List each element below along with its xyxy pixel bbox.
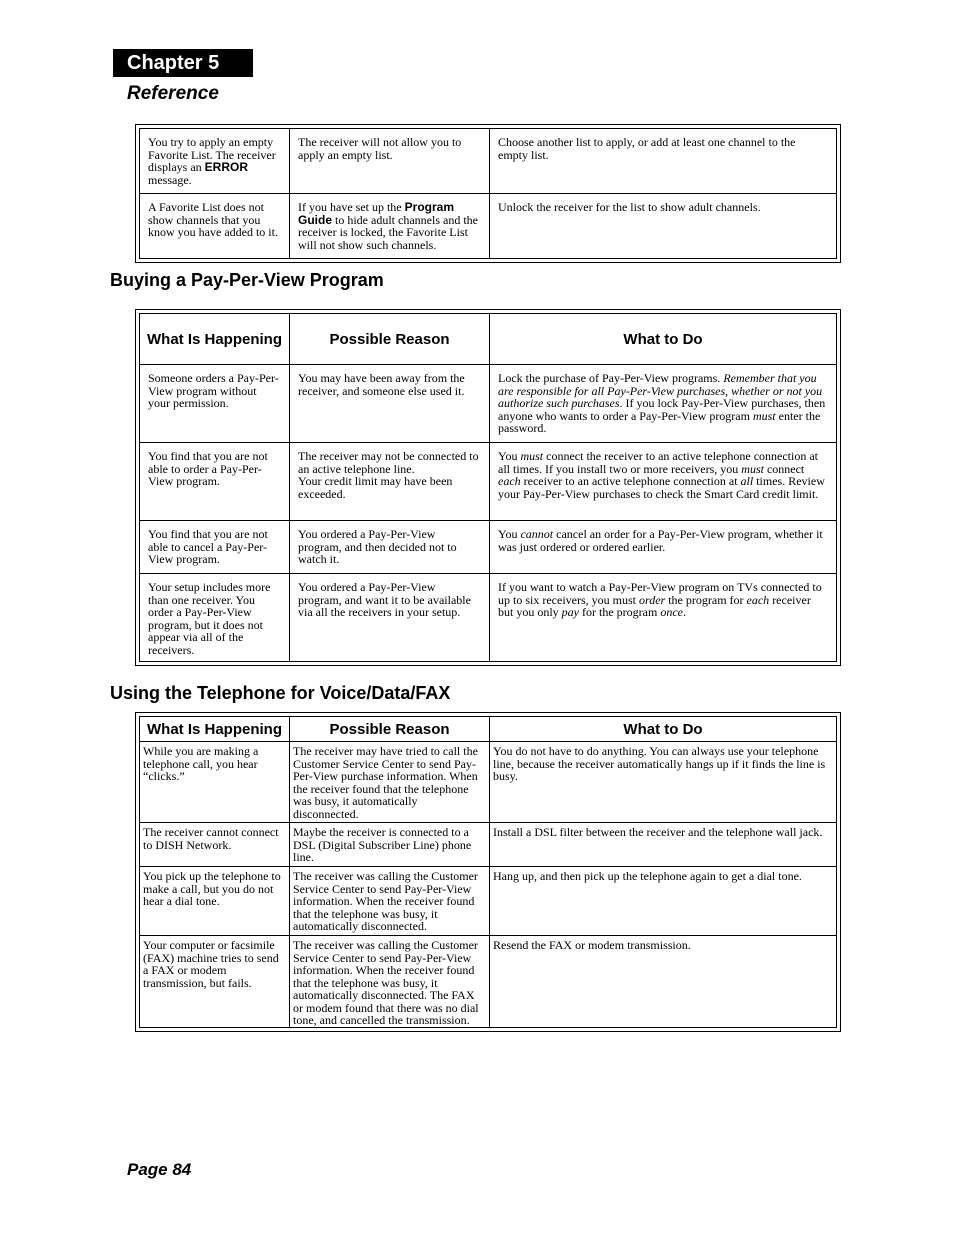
table-row [140,521,837,574]
todo-italic: pay [561,605,579,619]
chapter-subtitle: Reference [127,83,219,104]
todo-italic: cannot [520,527,554,541]
todo-text: the program for [665,592,747,607]
reason-text: Your credit limit may have been exceeded. [298,474,453,501]
reason-cell: You may have been away from the receiver, and someone else used it. [290,365,490,443]
favorites-table-frame [135,124,841,263]
happening-text: message. [148,172,192,187]
happening-cell: The receiver cannot connect to DISH Network. [140,823,290,867]
favorites-table [139,128,837,259]
todo-italic: must [520,449,544,463]
todo-text: times. Review your Pay-Per-View purchases to check the Smart Card credit limit. [498,474,825,501]
table-row [140,574,837,662]
todo-italic: Remember that you are responsible for all Pay-Per-View purchases, whether or not you authorize such purchases [498,371,823,410]
todo-text: If you want to watch a Pay-Per-View program on TVs connected to up to six receivers, you must [498,580,822,607]
reason-cell: The receiver may have tried to call the Customer Service Center to send Pay-Per-View purchase information. When the receiver found that the telephone was busy, it automatically disconnected. [290,742,490,823]
program-guide-label: Program Guide [298,200,454,227]
todo-italic: once [660,605,683,619]
phone-table-frame [135,712,841,1032]
header-happening: What Is Happening [140,314,290,365]
reason-text: to hide adult channels and the receiver is locked, the Favorite List will not show such channels. [298,212,478,252]
todo-text: connect the receiver to an active telephone connection at all times. If you install two or more receivers, you [498,449,819,476]
happening-cell: Someone orders a Pay-Per-View program without your permission. [140,365,290,443]
todo-text: . If you lock Pay-Per-View purchases, then anyone who wants to order a Pay-Per-View program [498,396,826,423]
todo-text: cancel an order for a Pay-Per-View program, whether it was just ordered or ordered earlier. [498,527,823,554]
table-row [140,129,837,194]
happening-cell: You pick up the telephone to make a call, but you do not hear a dial tone. [140,867,290,936]
todo-text: for the program [579,605,661,619]
todo-cell [490,365,837,443]
todo-italic: each [746,592,770,607]
chapter-tab: Chapter 5 [113,49,253,77]
reason-cell: You ordered a Pay-Per-View program, and then decided not to watch it. [290,521,490,574]
todo-cell: Choose another list to apply, or add at least one channel to the empty list. [490,129,837,194]
happening-cell: You find that you are not able to order a Pay-Per-View program. [140,443,290,521]
table-row [140,867,837,936]
reason-cell: You ordered a Pay-Per-View program, and want it to be available via all the receivers in your setup. [290,574,490,662]
reason-cell: The receiver will not allow you to apply an empty list. [290,129,490,194]
reason-text: If you have set up the [298,200,405,214]
reason-cell: The receiver was calling the Customer Service Center to send Pay-Per-View information. When the receiver found that the telephone was busy, it automatically disconnected. The FAX or modem found that there was no dial tone, and cancelled the transmission. [290,936,490,1028]
table-row [140,194,837,259]
happening-cell: A Favorite List does not show channels that you know you have added to it. [140,194,290,259]
todo-text: receiver to an active telephone connection at [520,474,741,488]
todo-cell [490,443,837,521]
reason-cell [290,443,490,521]
todo-text: Lock the purchase of Pay-Per-View programs. [498,371,724,385]
todo-cell: Hang up, and then pick up the telephone again to get a dial tone. [490,867,837,936]
header-reason: Possible Reason [290,314,490,365]
table-row [140,936,837,1028]
header-reason: Possible Reason [290,717,490,742]
table-row [140,365,837,443]
todo-text: receiver but you only [498,592,811,619]
happening-cell [140,129,290,194]
ppv-section-heading: Buying a Pay-Per-View Program [110,270,384,290]
error-label: ERROR [204,160,249,174]
header-todo: What to Do [490,314,837,365]
phone-section-heading: Using the Telephone for Voice/Data/FAX [110,683,451,703]
todo-text: connect [763,461,805,476]
todo-text: You [498,449,521,463]
phone-table [139,716,837,1028]
table-row [140,742,837,823]
happening-cell: Your setup includes more than one receiver. You order a Pay-Per-View program, but it does not appear via all of the receivers. [140,574,290,662]
table-row [140,823,837,867]
todo-italic: must [752,408,776,423]
todo-cell: You do not have to do anything. You can always use your telephone line, because the receiver automatically hangs up if it finds the line is busy. [490,742,837,823]
todo-italic: must [741,461,764,476]
page-number: Page 84 [127,1160,192,1179]
todo-italic: order [638,592,666,607]
todo-text: You [498,527,521,541]
happening-text: You try to apply an empty Favorite List. The receiver displays an [148,135,276,174]
ppv-table [139,313,837,662]
todo-cell: Resend the FAX or modem transmission. [490,936,837,1028]
reason-cell: The receiver was calling the Customer Service Center to send Pay-Per-View information. When the receiver found that the telephone was busy, it automatically disconnected. [290,867,490,936]
todo-cell [490,521,837,574]
happening-cell: You find that you are not able to cancel a Pay-Per-View program. [140,521,290,574]
header-happening: What Is Happening [140,717,290,742]
todo-cell: Unlock the receiver for the list to show adult channels. [490,194,837,259]
header-todo: What to Do [490,717,837,742]
reason-cell [290,194,490,259]
todo-cell [490,574,837,662]
ppv-table-frame [135,309,841,666]
table-row [140,443,837,521]
reason-cell: Maybe the receiver is connected to a DSL (Digital Subscriber Line) phone line. [290,823,490,867]
happening-cell: Your computer or facsimile (FAX) machine tries to send a FAX or modem transmission, but fails. [140,936,290,1028]
todo-cell: Install a DSL filter between the receiver and the telephone wall jack. [490,823,837,867]
todo-italic: each [498,474,521,488]
header-row [140,717,837,742]
happening-cell: While you are making a telephone call, you hear “clicks.” [140,742,290,823]
header-row [140,314,837,365]
todo-text: . [682,605,686,619]
todo-italic: all [740,474,754,488]
todo-text: enter the password. [498,408,821,435]
reason-text: The receiver may not be connected to an active telephone line. [298,449,479,476]
